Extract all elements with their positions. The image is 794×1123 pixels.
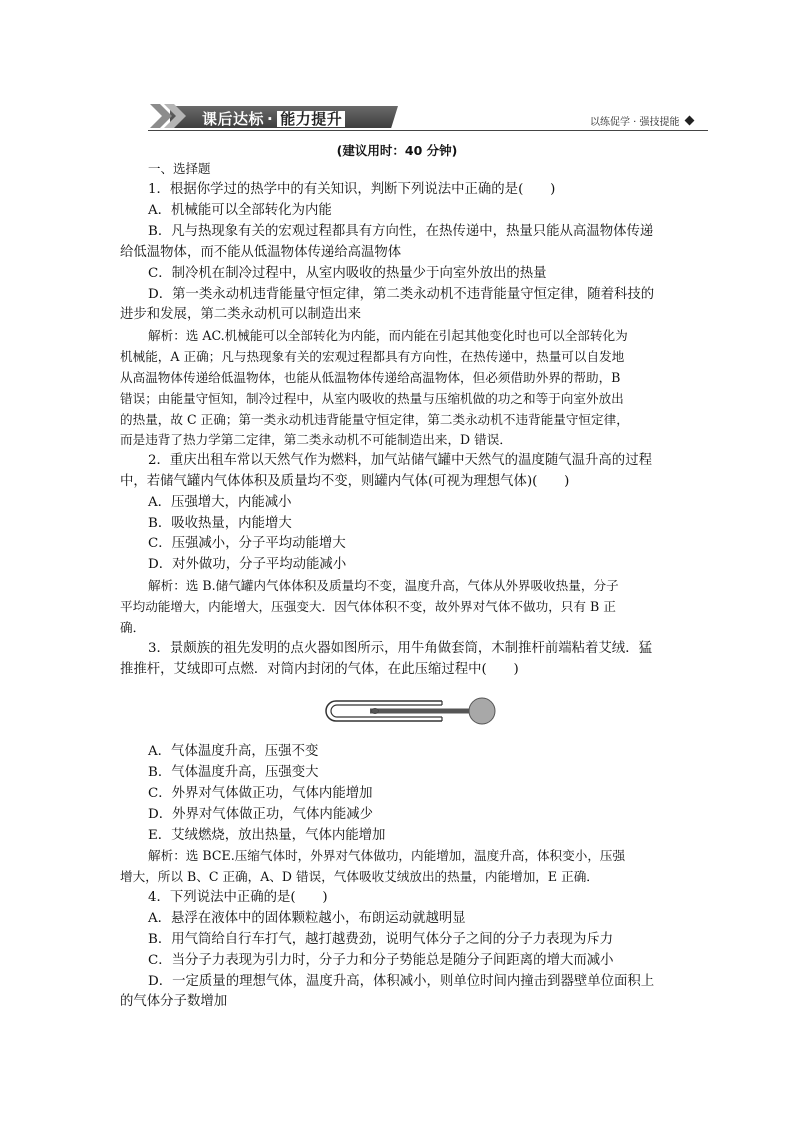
question-1-option-d: D．第一类永动机违背能量守恒定律，第二类永动机不违背能量守恒定律，随着科技的 bbox=[148, 287, 655, 302]
question-4-option-c: C．当分子力表现为引力时，分子力和分子势能总是随分子间距离的增大而减小 bbox=[148, 953, 614, 968]
question-2-option-c: C．压强减小，分子平均动能增大 bbox=[148, 536, 346, 551]
question-1-option-a: A．机械能可以全部转化为内能 bbox=[148, 203, 332, 218]
answer-2-line: 确． bbox=[120, 620, 146, 635]
question-3-option-a: A．气体温度升高，压强不变 bbox=[148, 744, 319, 759]
answer-2-line: 平均动能增大，内能增大，压强变大．因气体体积不变，故外界对气体不做功，只有 B 正 bbox=[120, 599, 616, 614]
question-4-option-d: D．一定质量的理想气体，温度升高，体积减小，则单位时间内撞击到器壁单位面积上 bbox=[148, 974, 655, 989]
banner-title-left: 课后达标 bbox=[202, 110, 265, 128]
question-1-option-c: C．制冷机在制冷过程中，从室内吸收的热量少于向室外放出的热量 bbox=[148, 266, 547, 281]
question-2-option-d: D．对外做功，分子平均动能减小 bbox=[148, 557, 347, 572]
question-4-stem: 4．下列说法中正确的是( ) bbox=[148, 890, 328, 905]
question-1-option-b-cont: 给低温物体，而不能从低温物体传递给高温物体 bbox=[120, 245, 402, 260]
question-3-stem: 3．景颇族的祖先发明的点火器如图所示，用牛角做套筒，木制推杆前端粘着艾绒．猛 bbox=[148, 641, 652, 656]
section-title: 一、选择题 bbox=[148, 161, 211, 176]
question-1-option-d-cont: 进步和发展，第二类永动机可以制造出来 bbox=[120, 307, 362, 322]
answer-2-line: 解析：选 B.储气罐内气体体积及质量均不变，温度升高，气体从外界吸收热量，分子 bbox=[148, 578, 619, 593]
chevron-right-icon bbox=[162, 103, 188, 129]
question-2-option-b: B．吸收热量，内能增大 bbox=[148, 516, 292, 531]
push-rod bbox=[370, 709, 470, 714]
header-divider bbox=[148, 130, 708, 131]
header-slogan-text: 以练促学 · 强技提能 bbox=[590, 117, 680, 128]
question-3-stem-cont: 推推杆，艾绒即可点燃．对筒内封闭的气体，在此压缩过程中( ) bbox=[120, 662, 519, 677]
suggested-time: (建议用时：40 分钟) bbox=[336, 143, 458, 158]
banner-title-dot: · bbox=[267, 110, 274, 128]
answer-1-line: 而是违背了热力学第二定律，第二类永动机不可能制造出来，D 错误． bbox=[120, 432, 512, 447]
question-3-option-b: B．气体温度升高，压强变大 bbox=[148, 765, 319, 780]
header-slogan bbox=[590, 113, 693, 128]
answer-1-line: 从高温物体传递给低温物体，也能从低温物体传递给高温物体，但必须借助外界的帮助，B bbox=[120, 370, 621, 385]
section-banner bbox=[148, 103, 398, 129]
answer-1-line: 的热量，故 C 正确；第一类永动机违背能量守恒定律，第二类永动机不违背能量守恒定律， bbox=[120, 412, 629, 427]
question-3-option-d: D．外界对气体做正功，气体内能减少 bbox=[148, 807, 373, 822]
question-3-option-c: C．外界对气体做正功，气体内能增加 bbox=[148, 786, 373, 801]
answer-1-line: 机械能，A 正确；凡与热现象有关的宏观过程都具有方向性，在热传递中，热量可以自发地 bbox=[120, 349, 625, 364]
question-4-option-b: B．用气筒给自行车打气，越打越费劲，说明气体分子之间的分子力表现为斥力 bbox=[148, 932, 614, 947]
question-2-stem-cont: 中，若储气罐内气体体积及质量均不变，则罐内气体(可视为理想气体)( ) bbox=[120, 474, 570, 489]
push-knob bbox=[469, 698, 495, 724]
banner-title-right: 能力提升 bbox=[277, 111, 345, 127]
fire-piston-figure bbox=[322, 694, 502, 728]
banner-title bbox=[202, 108, 345, 129]
answer-1-line: 错误；由能量守恒知，制冷过程中，从室内吸收的热量与压缩机做的功之和等于向室外放出 bbox=[120, 391, 624, 406]
question-3-option-e: E．艾绒燃烧，放出热量，气体内能增加 bbox=[148, 828, 386, 843]
question-4-option-d-cont: 的气体分子数增加 bbox=[120, 994, 228, 1009]
question-1-stem: 1．根据你学过的热学中的有关知识，判断下列说法中正确的是( ) bbox=[148, 182, 556, 197]
answer-3-line: 增大，所以 B、C 正确，A、D 错误，气体吸收艾绒放出的热量，内能增加，E 正确． bbox=[120, 869, 599, 884]
answer-1-line: 解析：选 AC.机械能可以全部转化为内能，而内能在引起其他变化时也可以全部转化为 bbox=[148, 328, 628, 343]
question-2-option-a: A．压强增大，内能减小 bbox=[148, 495, 292, 510]
answer-3-line: 解析：选 BCE.压缩气体时，外界对气体做功，内能增加，温度升高，体积变小，压强 bbox=[148, 848, 626, 863]
diamond-icon bbox=[684, 116, 694, 126]
question-1-option-b: B．凡与热现象有关的宏观过程都具有方向性，在热传递中，热量只能从高温物体传递 bbox=[148, 224, 654, 239]
question-2-stem: 2．重庆出租车常以天然气作为燃料，加气站储气罐中天然气的温度随气温升高的过程 bbox=[148, 453, 652, 468]
question-4-option-a: A．悬浮在液体中的固体颗粒越小，布朗运动就越明显 bbox=[148, 911, 466, 926]
